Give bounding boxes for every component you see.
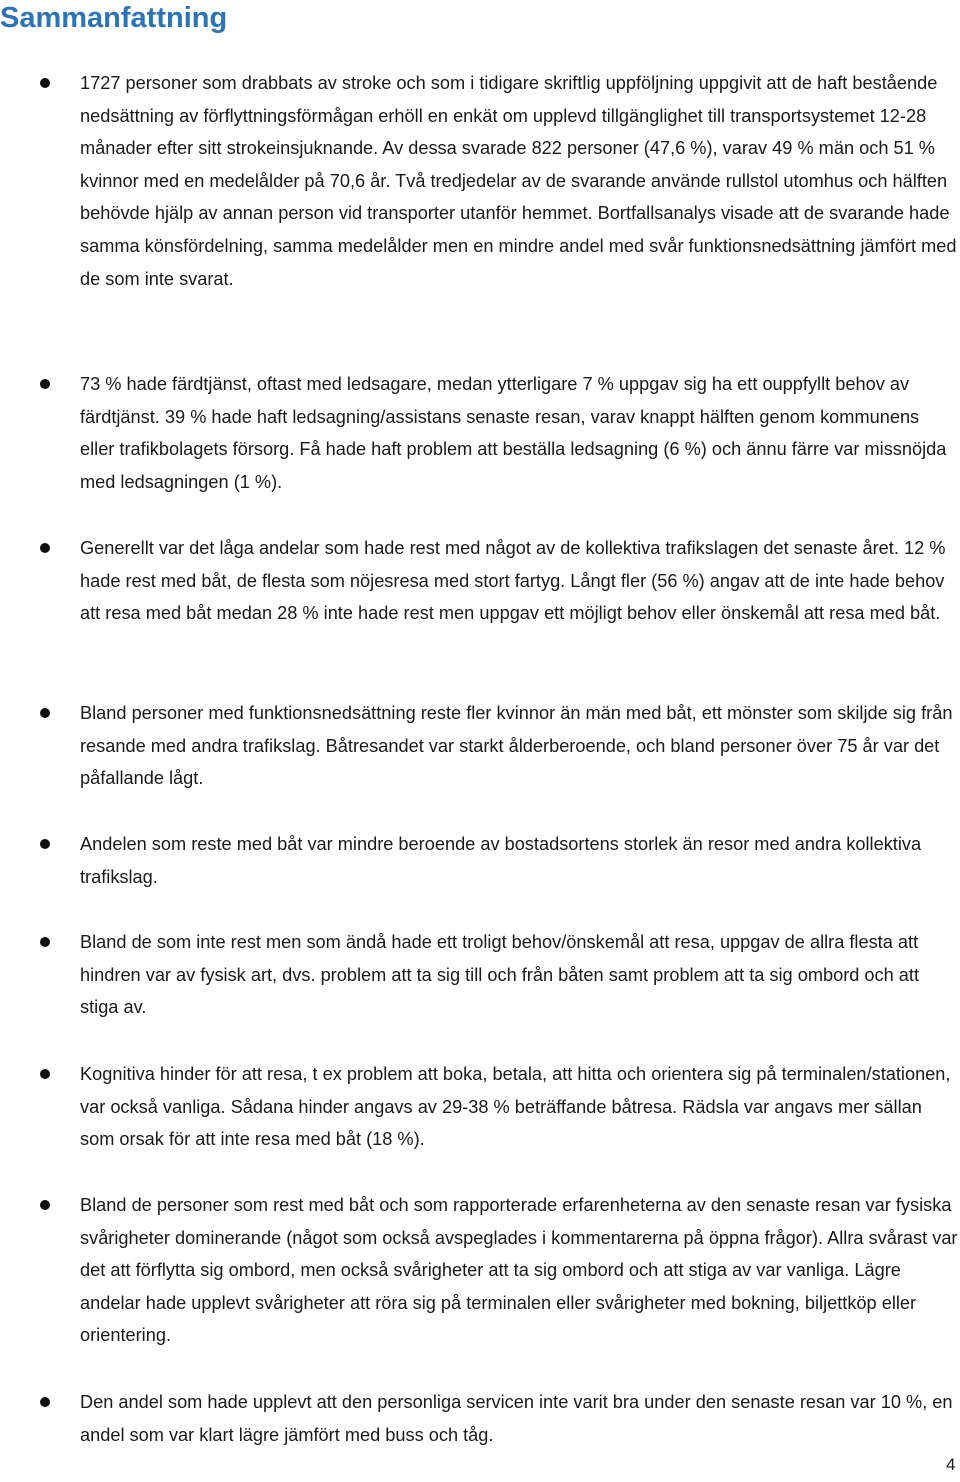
bullet-dot-icon [40,1200,50,1210]
bullet-text: Generellt var det låga andelar som hade rest med något av de kollektiva trafikslagen det senaste året. 12 % hade rest med båt, de flesta som nöjesresa med stort fartyg. Långt fler (56 %) angav att de inte hade behov att resa med båt medan 28 % inte hade rest men uppgav ett möjligt behov eller önskemål att resa med båt. [80,538,946,624]
bullet-text: 73 % hade färdtjänst, oftast med ledsagare, medan ytterligare 7 % uppgav sig ha ett ouppfyllt behov av färdtjänst. 39 % hade haft ledsagning/assistans senaste resan, varav knappt hälften genom kommunens eller trafikbolagets försorg. Få hade haft problem att beställa ledsagning (6 %) och ännu färre var missnöjda med ledsagningen (1 %). [80,374,947,492]
bullet-text: 1727 personer som drabbats av stroke och som i tidigare skriftlig uppföljning uppgivit att de haft bestående nedsättning av förflyttningsförmågan erhöll en enkät om upplevd tillgänglighet till transportsystemet 12-28 månader efter sitt strokeinsjuknande. Av dessa svarade 822 personer (47,6 %), varav 49 % män och 51 % kvinnor med en medelålder på 70,6 år. Två tredjedelar av de svarande använde rullstol utomhus och hälften behövde hjälp av annan person vid transporter utanför hemmet. Bortfallsanalys visade att de svarande hade samma könsfördelning, samma medelålder men en mindre andel med svår funktionsnedsättning jämfört med de som inte svarat. [80,73,957,289]
page-number: 4 [946,1455,956,1474]
bullet-dot-icon [40,839,50,849]
bullet-text: Bland de personer som rest med båt och som rapporterade erfarenheterna av den senaste resan var fysiska svårigheter dominerande (något som också avspeglades i kommentarerna på öppna frågor). Allra svårast var det att förflytta sig ombord, men också svårigheter att ta sig ombord och att stiga av var vanliga. Lägre andelar hade upplevt svårigheter att röra sig på terminalen eller svårigheter med bokning, biljettköp eller orientering. [80,1195,958,1346]
bullet-dot-icon [40,78,50,88]
bullet-dot-icon [40,379,50,389]
bullet-dot-icon [40,708,50,718]
bullet-dot-icon [40,543,50,553]
bullet-text: Den andel som hade upplevt att den personliga servicen inte varit bra under den senaste resan var 10 %, en andel som var klart lägre jämfört med buss och tåg. [80,1392,953,1445]
bullet-text: Andelen som reste med båt var mindre beroende av bostadsortens storlek än resor med andra kollektiva trafikslag. [80,834,922,887]
bullet-text: Bland de som inte rest men som ändå hade ett troligt behov/önskemål att resa, uppgav de allra flesta att hindren var av fysisk art, dvs. problem att ta sig till och från båten samt problem att ta sig ombord och att stiga av. [80,932,920,1018]
bullet-text: Kognitiva hinder för att resa, t ex problem att boka, betala, att hitta och orientera sig på terminalen/stationen, var också vanliga. Sådana hinder angavs av 29-38 % beträffande båtresa. Rädsla var angavs mer sällan som orsak för att inte resa med båt (18 %). [80,1064,951,1150]
bullet-dot-icon [40,937,50,947]
bullet-dot-icon [40,1069,50,1079]
page-title: Sammanfattning [0,2,228,34]
bullet-text: Bland personer med funktionsnedsättning reste fler kvinnor än män med båt, ett mönster som skiljde sig från resande med andra trafikslag. Båtresandet var starkt ålderberoende, och bland personer över 75 år var det påfallande lågt. [80,703,953,789]
bullet-dot-icon [40,1397,50,1407]
